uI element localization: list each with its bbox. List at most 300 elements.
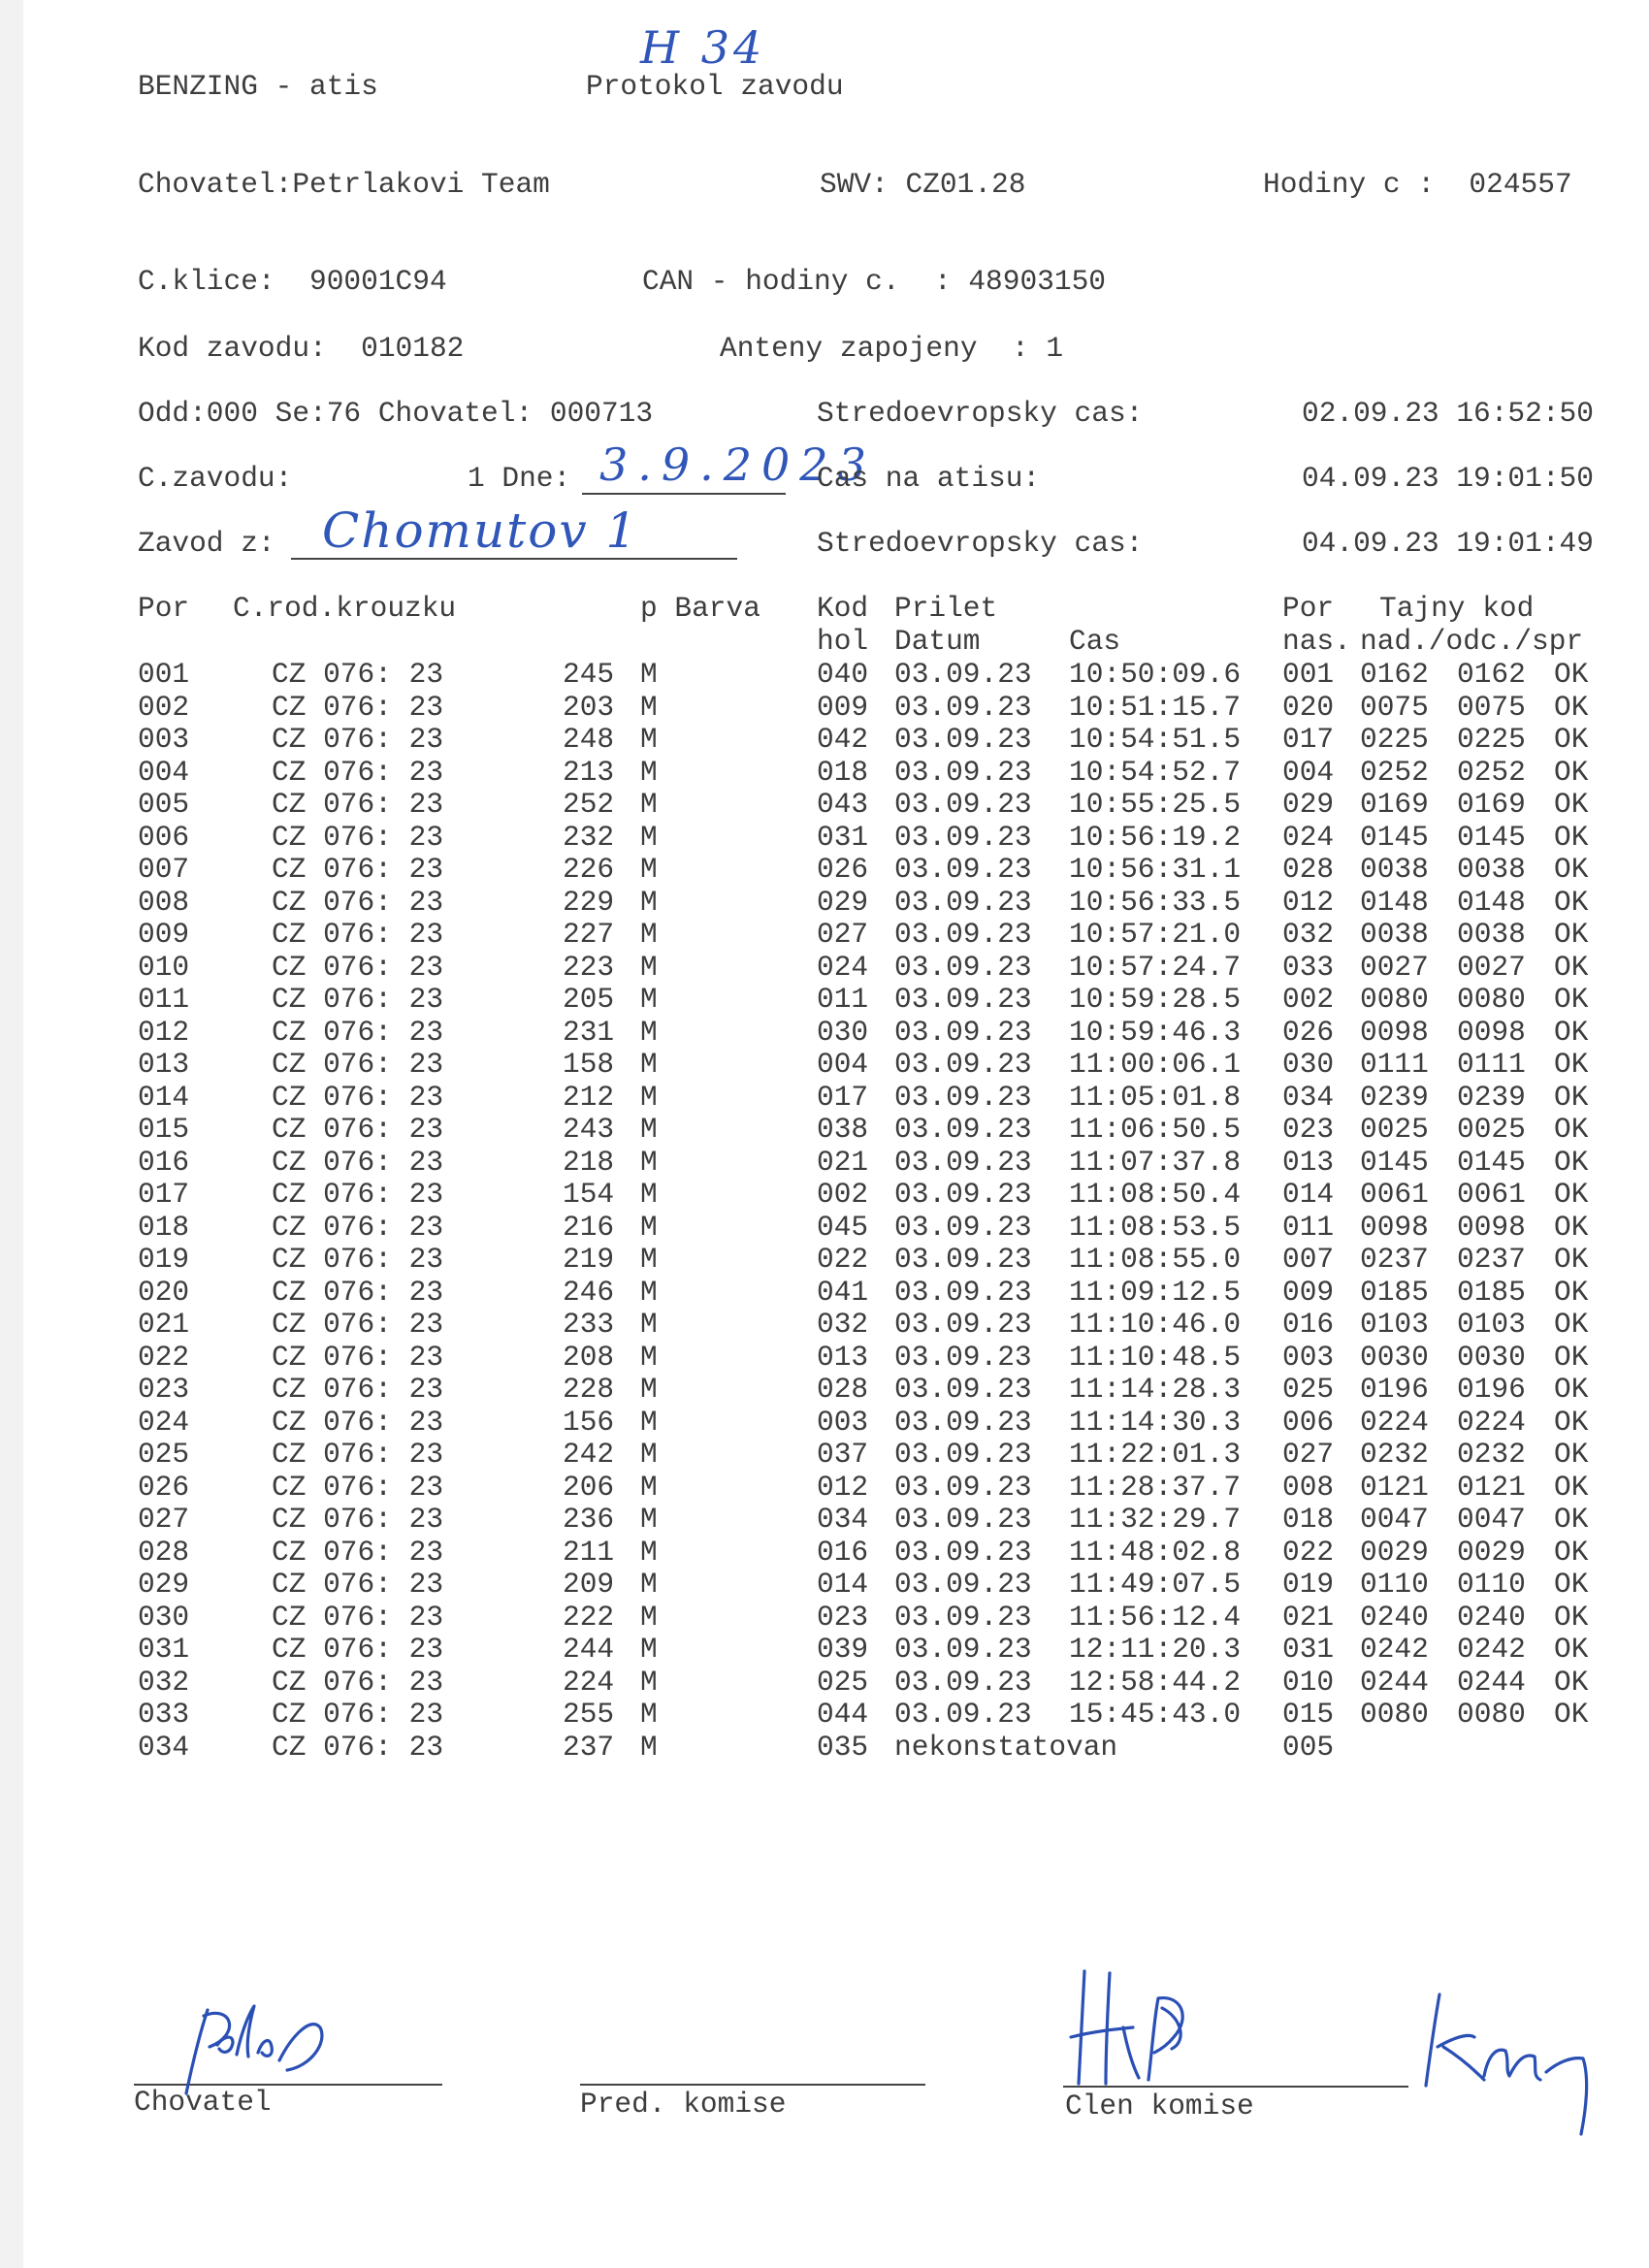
row-code-read: 0098 xyxy=(1457,1210,1526,1244)
row-status: OK xyxy=(1554,1535,1589,1569)
row-pigeon-code: 016 xyxy=(817,1535,869,1569)
row-pigeon-code: 042 xyxy=(817,723,869,756)
row-arrival-time: 10:51:15.7 xyxy=(1069,690,1242,724)
antenna-count: Anteny zapojeny : 1 xyxy=(720,332,1064,365)
row-code-set: 0252 xyxy=(1360,755,1429,789)
race-number-value: 1 Dne: xyxy=(468,462,571,495)
row-ring-number: 218 xyxy=(563,1145,615,1179)
row-code-set: 0098 xyxy=(1360,1015,1429,1049)
table-row xyxy=(0,886,1649,919)
row-status: OK xyxy=(1554,820,1589,854)
row-clock-order: 021 xyxy=(1282,1600,1335,1634)
row-ring-number: 232 xyxy=(563,820,615,854)
row-position: 011 xyxy=(138,983,190,1016)
row-code-set: 0148 xyxy=(1360,885,1429,919)
row-ring-number: 219 xyxy=(563,1243,615,1276)
row-clock-order: 016 xyxy=(1282,1308,1335,1341)
race-date-handwritten: 3.9.2023 xyxy=(599,438,876,491)
row-status: OK xyxy=(1554,690,1589,724)
row-ring-prefix: CZ 076: 23 xyxy=(272,1698,444,1731)
row-code-set: 0038 xyxy=(1360,853,1429,886)
row-ring-prefix: CZ 076: 23 xyxy=(272,1665,444,1699)
row-position: 017 xyxy=(138,1178,190,1211)
row-arrival-date: 03.09.23 xyxy=(894,1535,1032,1569)
row-ring-number: 229 xyxy=(563,885,615,919)
table-row xyxy=(0,1698,1649,1731)
row-pigeon-code: 031 xyxy=(817,820,869,854)
row-status: OK xyxy=(1554,788,1589,821)
col-header-datum: Datum xyxy=(894,625,981,658)
row-clock-order: 013 xyxy=(1282,1145,1335,1179)
row-ring-number: 228 xyxy=(563,1373,615,1406)
table-row xyxy=(0,853,1649,886)
col-header-por: Por xyxy=(138,592,190,625)
row-arrival-time: 11:05:01.8 xyxy=(1069,1080,1242,1114)
row-ring-prefix: CZ 076: 23 xyxy=(272,1568,444,1601)
row-pigeon-code: 034 xyxy=(817,1503,869,1536)
row-sex: M xyxy=(640,755,658,789)
row-pigeon-code: 014 xyxy=(817,1568,869,1601)
row-clock-order: 002 xyxy=(1282,983,1335,1016)
breeder-signature xyxy=(165,1998,359,2105)
table-row xyxy=(0,1243,1649,1276)
row-arrival-time: 11:08:53.5 xyxy=(1069,1210,1242,1244)
race-from-underline xyxy=(291,558,737,560)
row-ring-number: 205 xyxy=(563,983,615,1016)
row-sex: M xyxy=(640,1048,658,1081)
table-row xyxy=(0,788,1649,821)
row-code-read: 0244 xyxy=(1457,1665,1526,1699)
row-arrival-date: 03.09.23 xyxy=(894,1600,1032,1634)
row-ring-prefix: CZ 076: 23 xyxy=(272,1113,444,1146)
row-sex: M xyxy=(640,1503,658,1536)
row-status: OK xyxy=(1554,1243,1589,1276)
row-code-read: 0027 xyxy=(1457,950,1526,984)
row-position: 003 xyxy=(138,723,190,756)
row-clock-order: 026 xyxy=(1282,1015,1335,1049)
row-code-read: 0239 xyxy=(1457,1080,1526,1114)
row-arrival-time: 11:14:30.3 xyxy=(1069,1405,1242,1439)
table-row xyxy=(0,1276,1649,1309)
row-code-read: 0038 xyxy=(1457,853,1526,886)
row-clock-order: 022 xyxy=(1282,1535,1335,1569)
row-code-set: 0121 xyxy=(1360,1470,1429,1504)
row-arrival-time: 10:56:33.5 xyxy=(1069,885,1242,919)
row-sex: M xyxy=(640,820,658,854)
col-header-pbarva: p Barva xyxy=(640,592,760,625)
row-clock-order: 031 xyxy=(1282,1633,1335,1666)
race-from-label: Zavod z: xyxy=(138,527,275,560)
row-ring-number: 248 xyxy=(563,723,615,756)
table-row xyxy=(0,1016,1649,1049)
row-arrival-date: 03.09.23 xyxy=(894,1503,1032,1536)
table-row xyxy=(0,1146,1649,1179)
table-row xyxy=(0,1471,1649,1504)
row-code-set: 0029 xyxy=(1360,1535,1429,1569)
row-ring-number: 237 xyxy=(563,1730,615,1764)
row-ring-number: 222 xyxy=(563,1600,615,1634)
row-clock-order: 015 xyxy=(1282,1698,1335,1731)
row-sex: M xyxy=(640,1113,658,1146)
row-status: OK xyxy=(1554,1210,1589,1244)
row-pigeon-code: 009 xyxy=(817,690,869,724)
row-clock-order: 010 xyxy=(1282,1665,1335,1699)
table-row xyxy=(0,1568,1649,1601)
row-arrival-time: 12:11:20.3 xyxy=(1069,1633,1242,1666)
row-code-set: 0145 xyxy=(1360,820,1429,854)
row-code-read: 0145 xyxy=(1457,820,1526,854)
row-arrival-time: 11:14:28.3 xyxy=(1069,1373,1242,1406)
row-arrival-date: 03.09.23 xyxy=(894,1145,1032,1179)
row-ring-number: 246 xyxy=(563,1275,615,1309)
row-arrival-date: 03.09.23 xyxy=(894,1048,1032,1081)
row-position: 016 xyxy=(138,1145,190,1179)
row-arrival-time: 11:49:07.5 xyxy=(1069,1568,1242,1601)
row-sex: M xyxy=(640,1405,658,1439)
row-ring-prefix: CZ 076: 23 xyxy=(272,690,444,724)
row-ring-prefix: CZ 076: 23 xyxy=(272,1308,444,1341)
row-ring-prefix: CZ 076: 23 xyxy=(272,918,444,951)
row-clock-order: 014 xyxy=(1282,1178,1335,1211)
row-ring-number: 236 xyxy=(563,1503,615,1536)
row-ring-number: 212 xyxy=(563,1080,615,1114)
row-clock-order: 024 xyxy=(1282,820,1335,854)
row-pigeon-code: 026 xyxy=(817,853,869,886)
table-row xyxy=(0,1048,1649,1081)
row-clock-order: 023 xyxy=(1282,1113,1335,1146)
clock-number: Hodiny c : 024557 xyxy=(1263,168,1572,201)
row-sex: M xyxy=(640,1015,658,1049)
section-info: Odd:000 Se:76 Chovatel: 000713 xyxy=(138,397,654,430)
race-from-handwritten: Chomutov 1 xyxy=(322,502,639,559)
row-sex: M xyxy=(640,1730,658,1764)
row-sex: M xyxy=(640,1600,658,1634)
row-arrival-date: 03.09.23 xyxy=(894,950,1032,984)
row-sex: M xyxy=(640,1470,658,1504)
row-pigeon-code: 027 xyxy=(817,918,869,951)
row-position: 010 xyxy=(138,950,190,984)
row-sex: M xyxy=(640,723,658,756)
row-position: 001 xyxy=(138,658,190,691)
row-position: 013 xyxy=(138,1048,190,1081)
row-sex: M xyxy=(640,1080,658,1114)
table-row xyxy=(0,1633,1649,1666)
atis-time-value: 04.09.23 19:01:50 xyxy=(1302,462,1594,495)
col-header-ring: C.rod.krouzku xyxy=(233,592,457,625)
row-code-read: 0029 xyxy=(1457,1535,1526,1569)
row-ring-number: 216 xyxy=(563,1210,615,1244)
row-code-set: 0110 xyxy=(1360,1568,1429,1601)
member-signature-1 xyxy=(1065,1960,1240,2095)
row-code-read: 0169 xyxy=(1457,788,1526,821)
row-status: OK xyxy=(1554,1405,1589,1439)
row-sex: M xyxy=(640,983,658,1016)
row-status: OK xyxy=(1554,853,1589,886)
brand-title: BENZING - atis xyxy=(138,70,378,103)
row-ring-number: 203 xyxy=(563,690,615,724)
row-ring-number: 227 xyxy=(563,918,615,951)
row-code-set: 0075 xyxy=(1360,690,1429,724)
row-ring-prefix: CZ 076: 23 xyxy=(272,755,444,789)
row-ring-prefix: CZ 076: 23 xyxy=(272,885,444,919)
row-code-read: 0148 xyxy=(1457,885,1526,919)
row-ring-number: 242 xyxy=(563,1438,615,1471)
row-pigeon-code: 030 xyxy=(817,1015,869,1049)
row-position: 030 xyxy=(138,1600,190,1634)
row-status: OK xyxy=(1554,755,1589,789)
row-arrival-time: 10:54:52.7 xyxy=(1069,755,1242,789)
row-status: OK xyxy=(1554,1015,1589,1049)
col-header-kod: Kod xyxy=(817,592,869,625)
row-clock-order: 008 xyxy=(1282,1470,1335,1504)
key-number: C.klice: 90001C94 xyxy=(138,265,447,298)
row-code-read: 0061 xyxy=(1457,1178,1526,1211)
table-row xyxy=(0,951,1649,984)
row-arrival-date: 03.09.23 xyxy=(894,1698,1032,1731)
cet-label-1: Stredoevropsky cas: xyxy=(817,397,1144,430)
col-header-hol: hol xyxy=(817,625,869,658)
row-status: OK xyxy=(1554,1145,1589,1179)
row-sex: M xyxy=(640,950,658,984)
row-status: OK xyxy=(1554,1275,1589,1309)
row-arrival-date: 03.09.23 xyxy=(894,1568,1032,1601)
row-code-read: 0232 xyxy=(1457,1438,1526,1471)
row-status: OK xyxy=(1554,658,1589,691)
table-row xyxy=(0,723,1649,756)
table-row xyxy=(0,1373,1649,1406)
row-clock-order: 020 xyxy=(1282,690,1335,724)
row-position: 019 xyxy=(138,1243,190,1276)
row-status: OK xyxy=(1554,918,1589,951)
row-code-read: 0162 xyxy=(1457,658,1526,691)
row-code-read: 0224 xyxy=(1457,1405,1526,1439)
row-ring-prefix: CZ 076: 23 xyxy=(272,820,444,854)
row-code-set: 0030 xyxy=(1360,1340,1429,1374)
row-clock-order: 030 xyxy=(1282,1048,1335,1081)
row-code-set: 0098 xyxy=(1360,1210,1429,1244)
row-pigeon-code: 029 xyxy=(817,885,869,919)
race-code: Kod zavodu: 010182 xyxy=(138,332,465,365)
row-ring-number: 255 xyxy=(563,1698,615,1731)
cet-value-2: 04.09.23 19:01:49 xyxy=(1302,527,1594,560)
row-clock-order: 005 xyxy=(1282,1730,1335,1764)
row-code-set: 0103 xyxy=(1360,1308,1429,1341)
row-arrival-time: 10:57:21.0 xyxy=(1069,918,1242,951)
row-arrival-time: 11:22:01.3 xyxy=(1069,1438,1242,1471)
row-ring-prefix: CZ 076: 23 xyxy=(272,1243,444,1276)
row-pigeon-code: 025 xyxy=(817,1665,869,1699)
row-status: OK xyxy=(1554,1048,1589,1081)
row-clock-order: 012 xyxy=(1282,885,1335,919)
row-arrival-date: 03.09.23 xyxy=(894,820,1032,854)
row-pigeon-code: 028 xyxy=(817,1373,869,1406)
row-arrival-time: 11:48:02.8 xyxy=(1069,1535,1242,1569)
row-arrival-time: 11:00:06.1 xyxy=(1069,1048,1242,1081)
row-code-set: 0185 xyxy=(1360,1275,1429,1309)
member-signature-label: Clen komise xyxy=(1065,2090,1254,2122)
row-code-set: 0047 xyxy=(1360,1503,1429,1536)
row-sex: M xyxy=(640,853,658,886)
row-pigeon-code: 032 xyxy=(817,1308,869,1341)
row-arrival-date: 03.09.23 xyxy=(894,755,1032,789)
row-pigeon-code: 024 xyxy=(817,950,869,984)
row-arrival-time: 10:57:24.7 xyxy=(1069,950,1242,984)
row-position: 020 xyxy=(138,1275,190,1309)
row-ring-number: 206 xyxy=(563,1470,615,1504)
row-ring-prefix: CZ 076: 23 xyxy=(272,1178,444,1211)
row-pigeon-code: 021 xyxy=(817,1145,869,1179)
row-clock-order: 009 xyxy=(1282,1275,1335,1309)
row-code-read: 0080 xyxy=(1457,1698,1526,1731)
row-arrival-time: 11:07:37.8 xyxy=(1069,1145,1242,1179)
row-sex: M xyxy=(640,1568,658,1601)
col-header-por2: Por xyxy=(1282,592,1335,625)
row-arrival-time: 12:58:44.2 xyxy=(1069,1665,1242,1699)
row-status: OK xyxy=(1554,1568,1589,1601)
row-arrival-time: 10:56:31.1 xyxy=(1069,853,1242,886)
row-arrival-date: 03.09.23 xyxy=(894,1178,1032,1211)
table-row xyxy=(0,1731,1649,1764)
row-sex: M xyxy=(640,690,658,724)
row-clock-order: 025 xyxy=(1282,1373,1335,1406)
row-code-read: 0225 xyxy=(1457,723,1526,756)
table-row xyxy=(0,1666,1649,1699)
row-ring-prefix: CZ 076: 23 xyxy=(272,1275,444,1309)
row-code-read: 0103 xyxy=(1457,1308,1526,1341)
cet-value-1: 02.09.23 16:52:50 xyxy=(1302,397,1594,430)
row-ring-prefix: CZ 076: 23 xyxy=(272,1048,444,1081)
row-arrival-date: 03.09.23 xyxy=(894,1373,1032,1406)
row-code-set: 0080 xyxy=(1360,1698,1429,1731)
col-header-cas: Cas xyxy=(1069,625,1121,658)
breeder-signature-label: Chovatel xyxy=(134,2086,272,2119)
row-ring-number: 154 xyxy=(563,1178,615,1211)
row-sex: M xyxy=(640,1665,658,1699)
row-ring-number: 213 xyxy=(563,755,615,789)
row-arrival-date: 03.09.23 xyxy=(894,1113,1032,1146)
row-ring-number: 211 xyxy=(563,1535,615,1569)
handwritten-annotation: H 34 xyxy=(640,21,766,74)
row-ring-prefix: CZ 076: 23 xyxy=(272,723,444,756)
row-sex: M xyxy=(640,1535,658,1569)
member-signature-2 xyxy=(1416,1979,1630,2144)
row-code-set: 0162 xyxy=(1360,658,1429,691)
row-code-read: 0111 xyxy=(1457,1048,1526,1081)
row-arrival-time: 10:56:19.2 xyxy=(1069,820,1242,854)
row-code-set: 0169 xyxy=(1360,788,1429,821)
row-pigeon-code: 038 xyxy=(817,1113,869,1146)
row-status: OK xyxy=(1554,1503,1589,1536)
row-ring-prefix: CZ 076: 23 xyxy=(272,1340,444,1374)
row-code-set: 0111 xyxy=(1360,1048,1429,1081)
row-sex: M xyxy=(640,1340,658,1374)
row-pigeon-code: 013 xyxy=(817,1340,869,1374)
row-arrival-time: 10:54:51.5 xyxy=(1069,723,1242,756)
row-ring-prefix: CZ 076: 23 xyxy=(272,788,444,821)
row-arrival-date: 03.09.23 xyxy=(894,1210,1032,1244)
table-row xyxy=(0,1113,1649,1146)
row-ring-prefix: CZ 076: 23 xyxy=(272,1145,444,1179)
row-ring-number: 233 xyxy=(563,1308,615,1341)
row-code-set: 0038 xyxy=(1360,918,1429,951)
row-code-set: 0027 xyxy=(1360,950,1429,984)
row-status: OK xyxy=(1554,950,1589,984)
row-clock-order: 017 xyxy=(1282,723,1335,756)
document-title: Protokol zavodu xyxy=(586,70,844,103)
row-code-set: 0237 xyxy=(1360,1243,1429,1276)
row-sex: M xyxy=(640,918,658,951)
row-pigeon-code: 035 xyxy=(817,1730,869,1764)
row-arrival-time: 11:56:12.4 xyxy=(1069,1600,1242,1634)
table-row xyxy=(0,1178,1649,1211)
row-code-read: 0252 xyxy=(1457,755,1526,789)
row-position: 028 xyxy=(138,1535,190,1569)
row-arrival-date: 03.09.23 xyxy=(894,885,1032,919)
row-code-set: 0061 xyxy=(1360,1178,1429,1211)
row-arrival-date: nekonstatovan xyxy=(894,1730,1118,1764)
row-sex: M xyxy=(640,885,658,919)
row-code-read: 0080 xyxy=(1457,983,1526,1016)
row-ring-prefix: CZ 076: 23 xyxy=(272,1470,444,1504)
col-header-nad: nad./odc./spr xyxy=(1360,625,1584,658)
row-sex: M xyxy=(640,1178,658,1211)
row-clock-order: 032 xyxy=(1282,918,1335,951)
row-code-set: 0145 xyxy=(1360,1145,1429,1179)
row-pigeon-code: 044 xyxy=(817,1698,869,1731)
row-ring-number: 231 xyxy=(563,1015,615,1049)
row-clock-order: 019 xyxy=(1282,1568,1335,1601)
row-ring-prefix: CZ 076: 23 xyxy=(272,1600,444,1634)
row-ring-prefix: CZ 076: 23 xyxy=(272,1015,444,1049)
row-ring-number: 156 xyxy=(563,1405,615,1439)
chair-signature-label: Pred. komise xyxy=(580,2088,787,2121)
row-arrival-date: 03.09.23 xyxy=(894,1015,1032,1049)
row-sex: M xyxy=(640,1243,658,1276)
row-sex: M xyxy=(640,1698,658,1731)
row-code-set: 0225 xyxy=(1360,723,1429,756)
row-status: OK xyxy=(1554,1308,1589,1341)
row-sex: M xyxy=(640,1210,658,1244)
row-ring-number: 244 xyxy=(563,1633,615,1666)
atis-time-label: Cas na atisu: xyxy=(817,462,1041,495)
row-code-set: 0240 xyxy=(1360,1600,1429,1634)
row-clock-order: 034 xyxy=(1282,1080,1335,1114)
row-sex: M xyxy=(640,788,658,821)
row-arrival-date: 03.09.23 xyxy=(894,983,1032,1016)
row-position: 021 xyxy=(138,1308,190,1341)
row-ring-prefix: CZ 076: 23 xyxy=(272,983,444,1016)
row-code-read: 0240 xyxy=(1457,1600,1526,1634)
table-row xyxy=(0,1406,1649,1439)
row-status: OK xyxy=(1554,1470,1589,1504)
row-arrival-date: 03.09.23 xyxy=(894,1405,1032,1439)
row-code-set: 0224 xyxy=(1360,1405,1429,1439)
row-code-read: 0025 xyxy=(1457,1113,1526,1146)
row-position: 032 xyxy=(138,1665,190,1699)
row-status: OK xyxy=(1554,1438,1589,1471)
row-clock-order: 006 xyxy=(1282,1405,1335,1439)
row-arrival-time: 11:08:50.4 xyxy=(1069,1178,1242,1211)
table-row xyxy=(0,1438,1649,1471)
row-ring-number: 252 xyxy=(563,788,615,821)
row-ring-number: 224 xyxy=(563,1665,615,1699)
row-code-read: 0038 xyxy=(1457,918,1526,951)
row-code-read: 0185 xyxy=(1457,1275,1526,1309)
row-ring-prefix: CZ 076: 23 xyxy=(272,658,444,691)
row-position: 006 xyxy=(138,820,190,854)
row-arrival-time: 15:45:43.0 xyxy=(1069,1698,1242,1731)
row-arrival-date: 03.09.23 xyxy=(894,723,1032,756)
